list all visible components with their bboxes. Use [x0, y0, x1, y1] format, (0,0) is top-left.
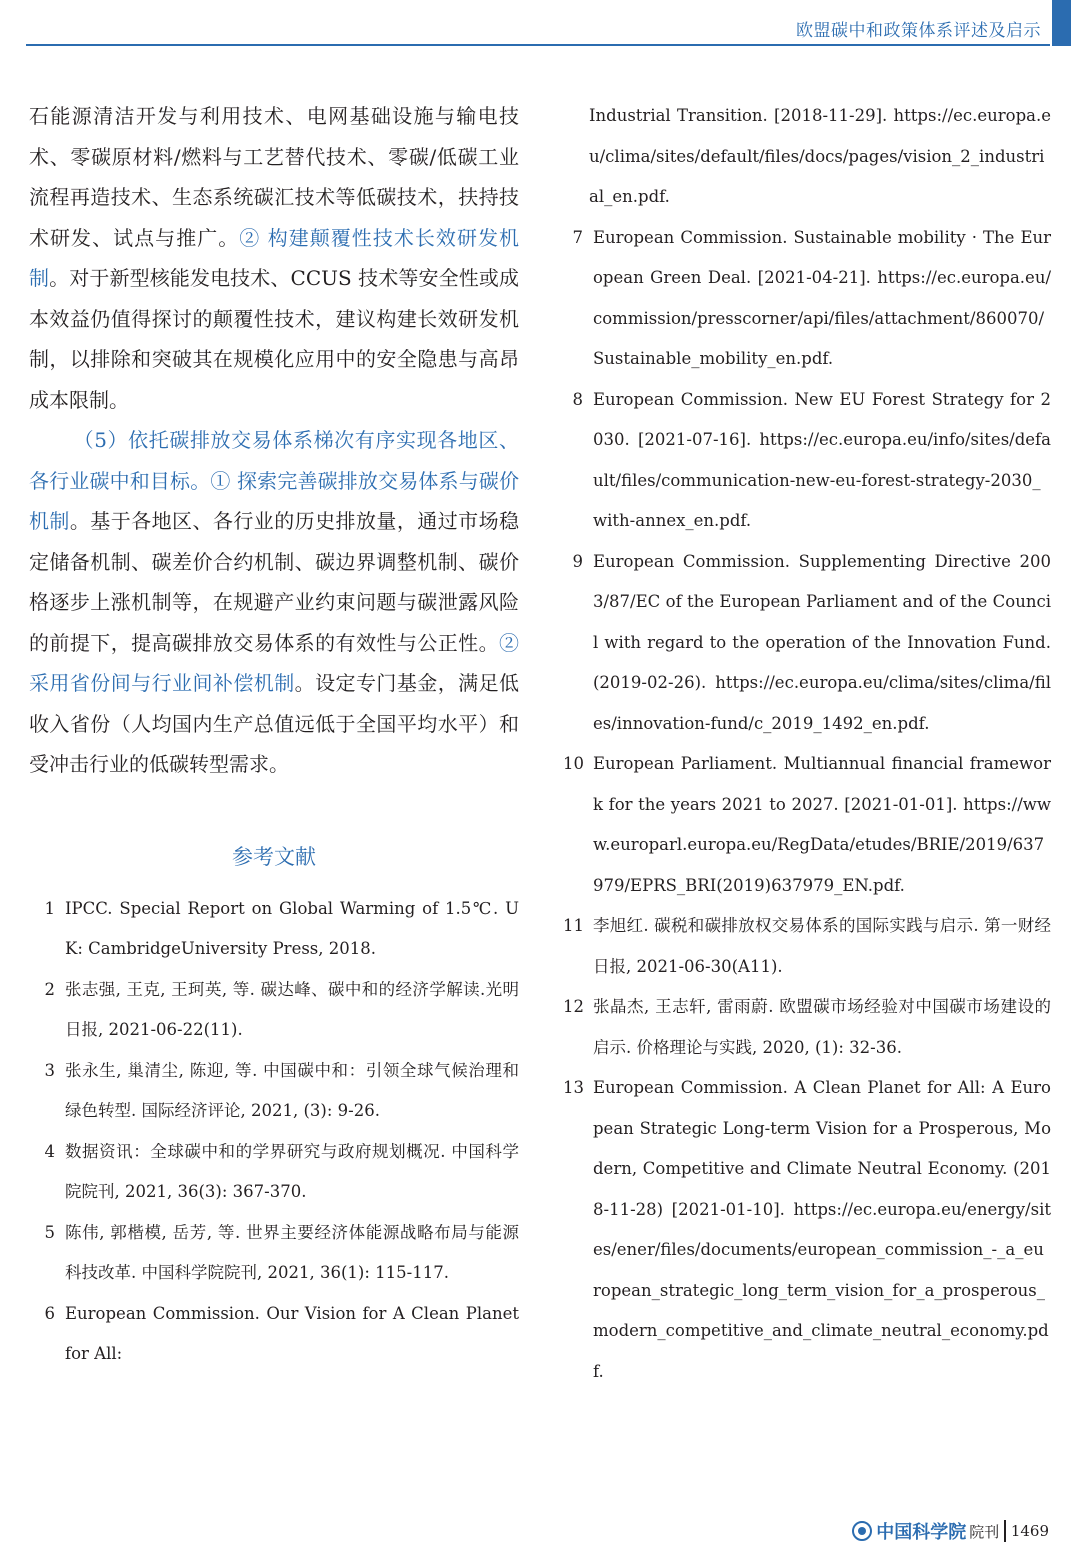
left-column: [29, 96, 519, 1375]
reference-number: 9: [572, 551, 583, 571]
p1-text-c: 。对于新型核能发电技术、CCUS 技术等安全性或成本效益仍值得探讨的颠覆性技术，建议构建长效研发机制，以排除和突破其在规模化应用中的安全隐患与高昂成本限制。: [29, 266, 519, 412]
reference-text: European Parliament. Multiannual financial framework for the years 2021 to 2027. [2021-01-01]. https://www.europarl.europa.eu/RegData/etudes/BRIE/2019/637979/EPRS_BRI(2019)637979_EN.pdf.: [593, 754, 1051, 895]
page-number: 1469: [1010, 1522, 1049, 1540]
header-color-tab: [1052, 0, 1071, 46]
reference-number: 8: [572, 389, 583, 409]
p2-text-b: 。基于各地区、各行业的历史排放量，通过市场稳定储备机制、碳差价合约机制、碳边界调整机制、碳价格逐步上涨机制等，在规避产业约束问题与碳泄露风险的前提下，提高碳排放交易体系的有效性与公正性。: [29, 509, 520, 655]
reference-text: 张晶杰, 王志轩, 雷雨蔚. 欧盟碳市场经验对中国碳市场建设的启示. 价格理论与实践, 2020, (1): 32-36.: [593, 997, 1051, 1057]
reference-number: 5: [44, 1222, 55, 1242]
reference-number: 12: [563, 997, 584, 1016]
reference-item: [563, 744, 1051, 906]
reference-item: [29, 889, 519, 970]
reference-item: [29, 1213, 519, 1294]
reference-item: [563, 380, 1051, 542]
reference-item: [563, 218, 1051, 380]
right-column: [563, 96, 1051, 1392]
reference-6-continued: [563, 96, 1051, 218]
reference-text: European Commission. A Clean Planet for All: A European Strategic Long-term Vision for a Prosperous, Modern, Competitive and Climate Neutral Economy. (2018-11-28) [2021-01-10]. https://ec.europa.eu/energy/sites/ener/files/documents/european_commission_-_a_european_strategic_long_term_vision_for_a_prosperous_modern_competitive_and_climate_neutral_economy.pdf.: [593, 1078, 1051, 1381]
paragraph-2: [29, 420, 519, 785]
running-title: 欧盟碳中和政策体系评述及启示: [796, 21, 1041, 41]
references-heading: 参考文献: [232, 844, 316, 869]
reference-item: [29, 970, 519, 1051]
cas-logo-icon: [852, 1521, 872, 1541]
reference-text: Industrial Transition. [2018-11-29]. https://ec.europa.eu/clima/sites/default/files/docs/pages/vision_2_industrial_en.pdf.: [589, 106, 1051, 206]
reference-text: 陈伟, 郭楷模, 岳芳, 等. 世界主要经济体能源战略布局与能源科技改革. 中国科学院院刊, 2021, 36(1): 115-117.: [65, 1222, 519, 1282]
reference-number: 13: [563, 1078, 584, 1097]
reference-number: 2: [44, 979, 55, 999]
p2-highlight-a: （5）依托碳排放交易体系梯次有序实现各地区、各行业碳中和目标。① 探索完善碳排放交易体系与碳价机制: [29, 428, 519, 533]
reference-item: [29, 1051, 519, 1132]
reference-text: IPCC. Special Report on Global Warming of 1.5℃. UK: CambridgeUniversity Press, 2018.: [65, 898, 519, 958]
reference-item: [563, 906, 1051, 987]
p2-text-d: 。设定专门基金，满足低收入省份（人均国内生产总值远低于全国平均水平）和受冲击行业的低碳转型需求。: [29, 671, 520, 776]
reference-text: 李旭红. 碳税和碳排放权交易体系的国际实践与启示. 第一财经日报, 2021-06-30(A11).: [593, 916, 1051, 976]
reference-number: 1: [44, 898, 55, 918]
reference-number: 7: [572, 227, 583, 247]
reference-item: [563, 1068, 1051, 1392]
reference-item: [29, 1132, 519, 1213]
reference-item: [29, 1294, 519, 1375]
reference-number: 4: [44, 1141, 55, 1161]
references-list-left: [29, 889, 519, 1375]
reference-text: 张志强, 王克, 王珂英, 等. 碳达峰、碳中和的经济学解读.光明日报, 2021-06-22(11).: [65, 979, 519, 1039]
p2-highlight-c: ② 采用省份间与行业间补偿机制: [29, 630, 519, 695]
reference-text: European Commission. Supplementing Directive 2003/87/EC of the European Parliament and of the Council with regard to the operation of the Innovation Fund. (2019-02-26). https://ec.europa.eu/clima/sites/clima/files/innovation-fund/c_2019_1492_en.pdf.: [593, 551, 1051, 733]
footer-divider: [1004, 1520, 1006, 1542]
reference-number: 6: [44, 1303, 55, 1323]
reference-text: European Commission. Our Vision for A Clean Planet for All:: [65, 1303, 519, 1363]
paragraph-1: [29, 96, 519, 420]
reference-item: [563, 987, 1051, 1068]
p1-text-a: 石能源清洁开发与利用技术、电网基础设施与输电技术、零碳原材料/燃料与工艺替代技术、零碳/低碳工业流程再造技术、生态系统碳汇技术等低碳技术，扶持技术研发、试点与推广。: [29, 104, 519, 250]
reference-text: 数据资讯：全球碳中和的学界研究与政府规划概况. 中国科学院院刊, 2021, 36(3): 367-370.: [65, 1141, 519, 1201]
p1-highlight: ② 构建颠覆性技术长效研发机制: [29, 225, 520, 290]
reference-item: [563, 542, 1051, 745]
header-rule: [26, 44, 1050, 46]
reference-text: 张永生, 巢清尘, 陈迎, 等. 中国碳中和：引领全球气候治理和绿色转型. 国际经济评论, 2021, (3): 9-26.: [65, 1060, 519, 1120]
reference-text: European Commission. New EU Forest Strategy for 2030. [2021-07-16]. https://ec.europa.eu/info/sites/default/files/communication-new-eu-forest-strategy-2030_with-annex_en.pdf.: [593, 389, 1051, 530]
footer-brand: 中国科学院: [876, 1522, 967, 1543]
page-footer: [852, 1518, 1049, 1544]
reference-number: 10: [563, 754, 584, 773]
reference-text: European Commission. Sustainable mobility · The European Green Deal. [2021-04-21]. https://ec.europa.eu/commission/presscorner/api/files/attachment/860070/Sustainable_mobility_en.pdf.: [593, 227, 1051, 368]
references-list-right: [563, 218, 1051, 1393]
reference-number: 11: [563, 916, 584, 935]
reference-number: 3: [44, 1060, 55, 1080]
footer-journal: 院刊: [969, 1522, 1000, 1541]
